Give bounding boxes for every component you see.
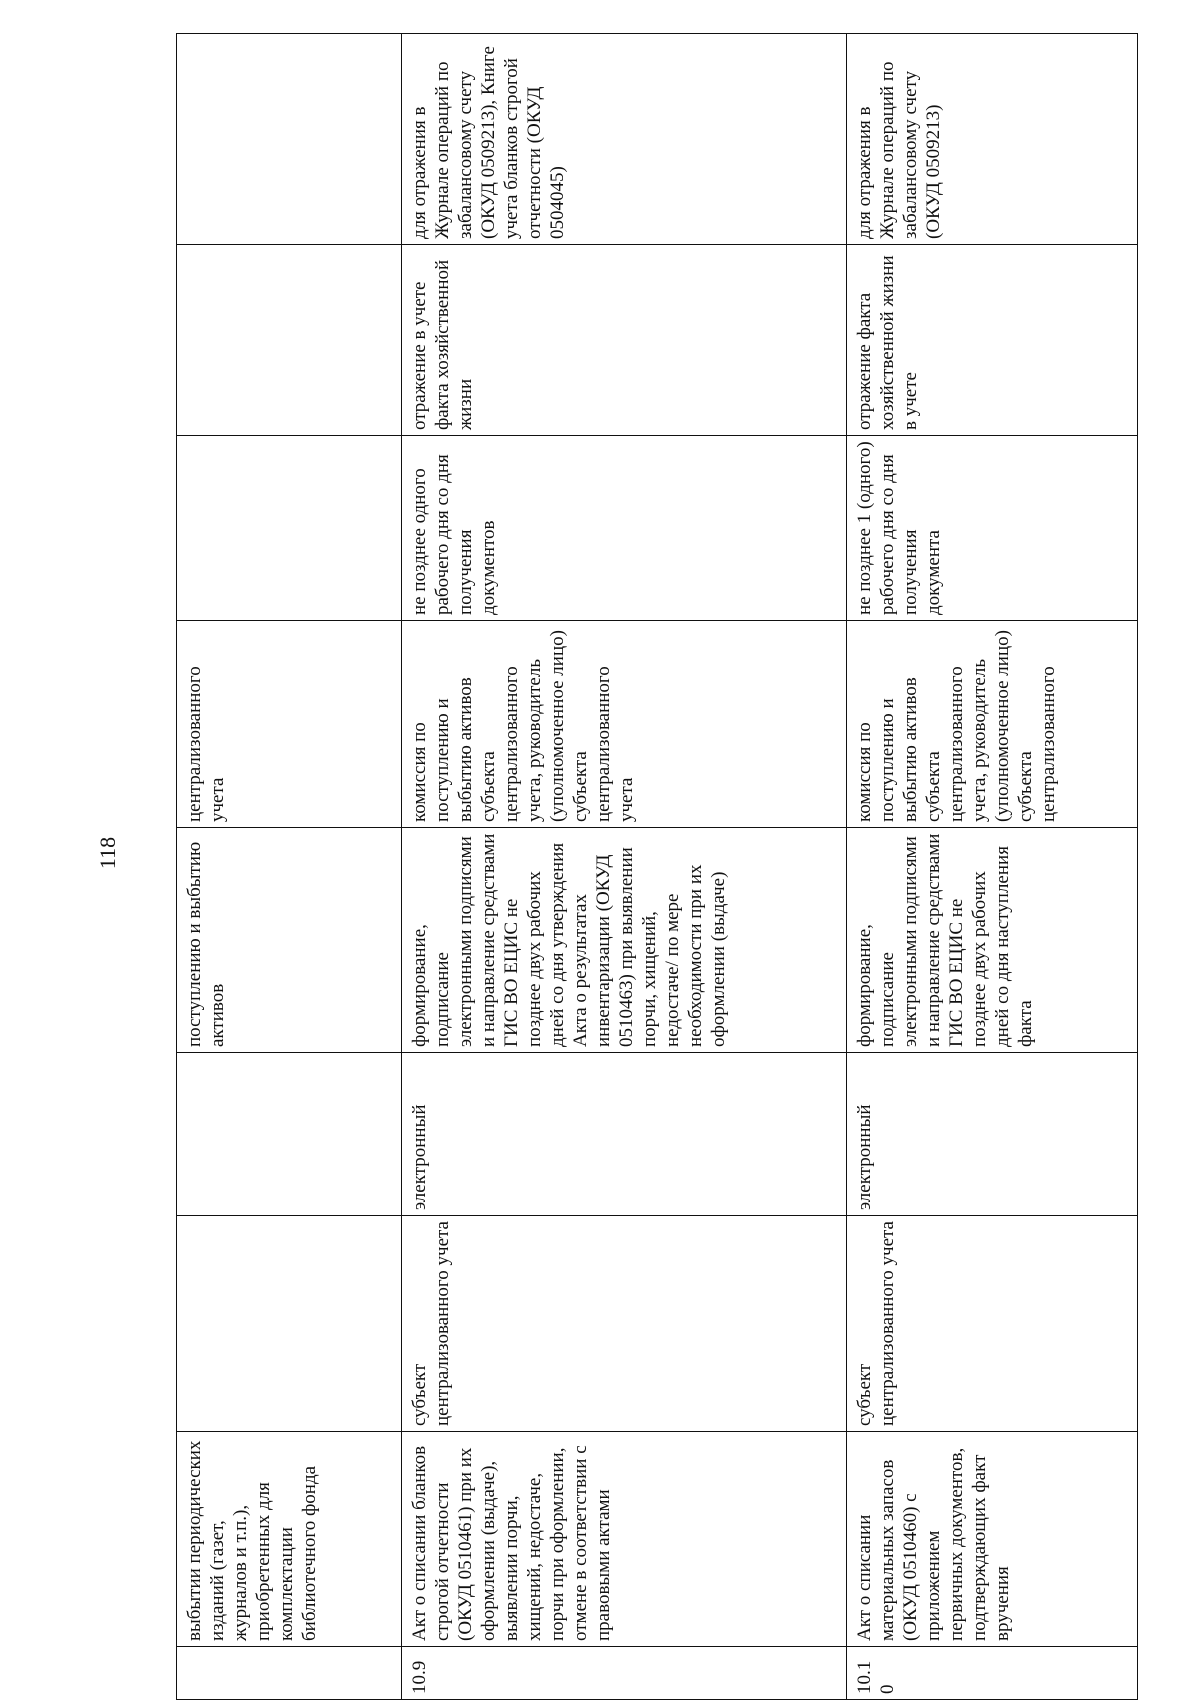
rotated-page-content [176, 34, 1128, 1700]
procedure-cell: поступлению и выбытию активов [177, 828, 402, 1053]
table-row [402, 34, 847, 1700]
procedure-cell: формирование, подписание электронными подписями и направление средствами ГИС ВО ЕЦИС не позднее двух рабочих дней со дня наступления факта [847, 828, 1138, 1053]
document-name-cell: выбытии периодических изданий (газет, журналов и т.п.), приобретенных для комплектации библиотечного фонда [177, 1432, 402, 1647]
signers-cell: комиссия по поступлению и выбытию активов субъекта централизованного учета, руководитель (уполномоченное лицо) субъекта централизованного учета [402, 621, 847, 828]
purpose-cell: отражение в учете факта хозяйственной жизни [402, 245, 847, 436]
creator-cell: субъект централизованного учета [847, 1216, 1138, 1432]
deadline-cell: не позднее одного рабочего дня со дня получения документов [402, 436, 847, 621]
row-number-cell [177, 1647, 402, 1700]
creator-cell: субъект централизованного учета [402, 1216, 847, 1432]
deadline-cell [177, 436, 402, 621]
table-row [847, 34, 1138, 1700]
page-number: 118 [95, 836, 120, 870]
purpose-cell: отражение факта хозяйственной жизни в учете [847, 245, 1138, 436]
deadline-cell: не позднее 1 (одного) рабочего дня со дня получения документа [847, 436, 1138, 621]
document-flow-table [176, 33, 1138, 1700]
form-cell [177, 1053, 402, 1216]
procedure-cell: формирование, подписание электронными подписями и направление средствами ГИС ВО ЕЦИС не позднее двух рабочих дней со дня утверждения Акта о результатах инвентаризации (ОКУД 0510463) при выявлении порчи, хищений, недостаче/ по мере необходимости при их оформлении (выдаче) [402, 828, 847, 1053]
creator-cell [177, 1216, 402, 1432]
form-cell: электронный [402, 1053, 847, 1216]
form-cell: электронный [847, 1053, 1138, 1216]
signers-cell: комиссия по поступлению и выбытию активов субъекта централизованного учета, руководитель (уполномоченное лицо) субъекта централизованного [847, 621, 1138, 828]
document-name-cell: Акт о списании материальных запасов (ОКУД 0510460) с приложением первичных документов, подтверждающих факт вручения [847, 1432, 1138, 1647]
registers-cell: для отражения в Журнале операций по забалансовому счету (ОКУД 0509213), Книге учета бланков строгой отчетности (ОКУД 0504045) [402, 34, 847, 245]
row-number-cell: 10.10 [847, 1647, 1138, 1700]
purpose-cell [177, 245, 402, 436]
document-table-wrapper [176, 34, 1128, 1700]
row-number-cell: 10.9 [402, 1647, 847, 1700]
table-row [177, 34, 402, 1700]
registers-cell: для отражения в Журнале операций по забалансовому счету (ОКУД 0509213) [847, 34, 1138, 245]
registers-cell [177, 34, 402, 245]
signers-cell: централизованного учета [177, 621, 402, 828]
document-name-cell: Акт о списании бланков строгой отчетности (ОКУД 0510461) при их оформлении (выдаче), выявлении порчи, хищений, недостаче, порчи при оформлении, отмене в соответствии с правовыми актами [402, 1432, 847, 1647]
